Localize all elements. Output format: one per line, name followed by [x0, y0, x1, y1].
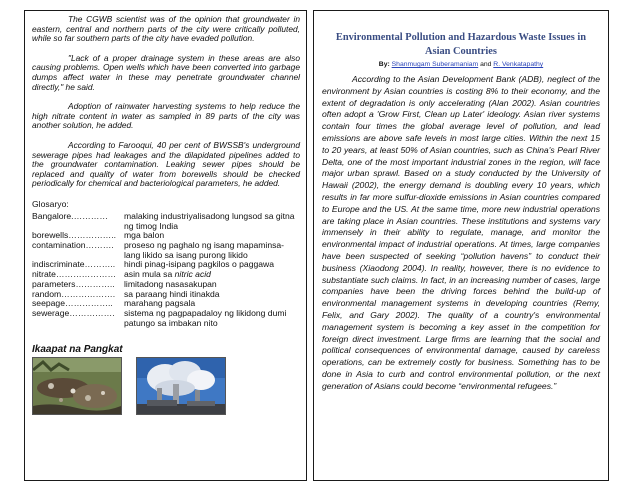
glossary-term: parameters………….. — [32, 279, 115, 289]
glossary-row — [32, 309, 300, 328]
byline-and: and — [480, 61, 492, 68]
glossary-definition: hindi pinag-isipang pagkilos o paggawa — [124, 259, 275, 270]
glossary-definition: sistema ng pagpapadaloy ng likidong dumi patungo sa imbakan nito — [124, 307, 287, 328]
glossary-row — [32, 212, 300, 231]
glossary-definition: malaking industriyalisadong lungsod sa gitna ng timog India — [124, 210, 295, 231]
glossary-title: Glosaryo: — [32, 198, 69, 209]
paragraph-rainwater-harvesting: Adoption of rainwater harvesting systems to help reduce the high nitrate content in water as sampled in 89 parts of the city was another solution, he added. — [32, 101, 300, 131]
section-title: Ikaapat na Pangkat — [32, 344, 123, 356]
glossary-term: borewells…………….. — [32, 231, 117, 241]
glossary-term: Bangalore.………… — [32, 211, 108, 221]
factory-smoke-photo — [136, 357, 226, 415]
glossary-term: contamination………. — [32, 241, 114, 251]
photo-strip — [32, 357, 300, 415]
glossary-term: indiscriminate……….. — [32, 260, 116, 270]
glossary-term: nitrate………………… — [32, 270, 117, 280]
paragraph-groundwater-opinion: The CGWB scientist was of the opinion that groundwater in eastern, central and northern parts of the city were critically polluted, while so far southern parts of the city have evaded pollution. — [32, 14, 300, 44]
paragraph-farooqui: According to Farooqui, 40 per cent of BWSSB's underground sewerage pipes had leakages and the dilapidated pipelines added to the groundwater contamination. Leaking sewer pipes should be replaced and quality of water from borewells should be checked periodically for chemical and bacteriological parameters, he added. — [32, 139, 300, 189]
glossary-definition: sa paraang hindi itinakda — [124, 288, 220, 299]
glossary-definition: mga balon — [124, 230, 165, 241]
glossary-term: seepage…………….. — [32, 299, 113, 309]
glossary-definition: marahang pagsala — [124, 298, 196, 309]
glossary-definition: limitadong nasasakupan — [124, 278, 217, 289]
left-article-panel — [24, 10, 307, 481]
glossary-definition-text: asin mula sa — [124, 269, 175, 280]
author-link[interactable]: R. Venkatapathy — [493, 61, 544, 68]
glossary-row — [32, 241, 300, 260]
byline — [322, 61, 600, 68]
paragraph-drainage-quote: "Lack of a proper drainage system in these areas are also causing problems. Open wells which have been converted into garbage dumps affect water in these may penetrate groundwater channel directly," he said. — [32, 52, 300, 92]
glossary-definition: proseso ng paghalo ng isang mapaminsa-lang likido sa isang purong likido — [124, 240, 285, 260]
garbage-dump-photo — [32, 357, 122, 415]
glossary-definition-italic: nitric acid — [174, 269, 211, 280]
glossary-list — [32, 212, 300, 328]
article-body: According to the Asian Development Bank (ADB), neglect of the environment by Asian countries is costing 8% to their economy, and the extent of degradation is only accelerating (Alan 2002). Asian countries often adopt a 'Grow First, Clean up Later' ideology. Asian river systems contain four times the global average level of pollution, and lead emissions are above safe levels in most large cities. Within the next 15 to 20 years, at least 50% of Asian countries, such as China's Pearl River Delta, one of the most important industrial zones in the region, will face major urban sprawl. Based on a study conducted by the University of Hawaii (2002), the energy demand is doubling every 10 years, which results in far more sulfur-dioxide emissions in Asian countries compared to Europe and the US. At the same time, more new industrial operations are taking place in Asian countries. These institutions and systems vary immensely in their ability to regulate, manage, and monitor the environmental impact of industrial operations. At times, large companies have been suspected of seeking “pollution havens” to conduct their business (Xiaodong 2004). In reality, however, there is no evidence to substantiate such claims. In fact, in an increasing number of cases, large companies have been the driving forces behind the build-up of environmental management systems in developing countries (Remy, Felix, and Gary 2002). The quality of a country's environmental management system is becoming a key asset in the competition for foreign direct investment. Large firms are learning that the social and political consequences of environmental damage, caused by careless operations, can be extremely costly for business. Something has to be done in Asia to curb and control environmental pollution, or the next generation of Asians could become “environmental refugees.” — [322, 74, 600, 391]
author-link[interactable]: Shanmugam Suberamaniam — [391, 61, 479, 68]
article-title: Environmental Pollution and Hazardous Waste Issues in Asian Countries — [335, 32, 587, 57]
glossary-term: random………………. — [32, 289, 116, 299]
glossary-term: sewerage……………. — [32, 308, 115, 318]
byline-by: By: — [378, 61, 390, 68]
right-article-panel — [313, 10, 609, 481]
